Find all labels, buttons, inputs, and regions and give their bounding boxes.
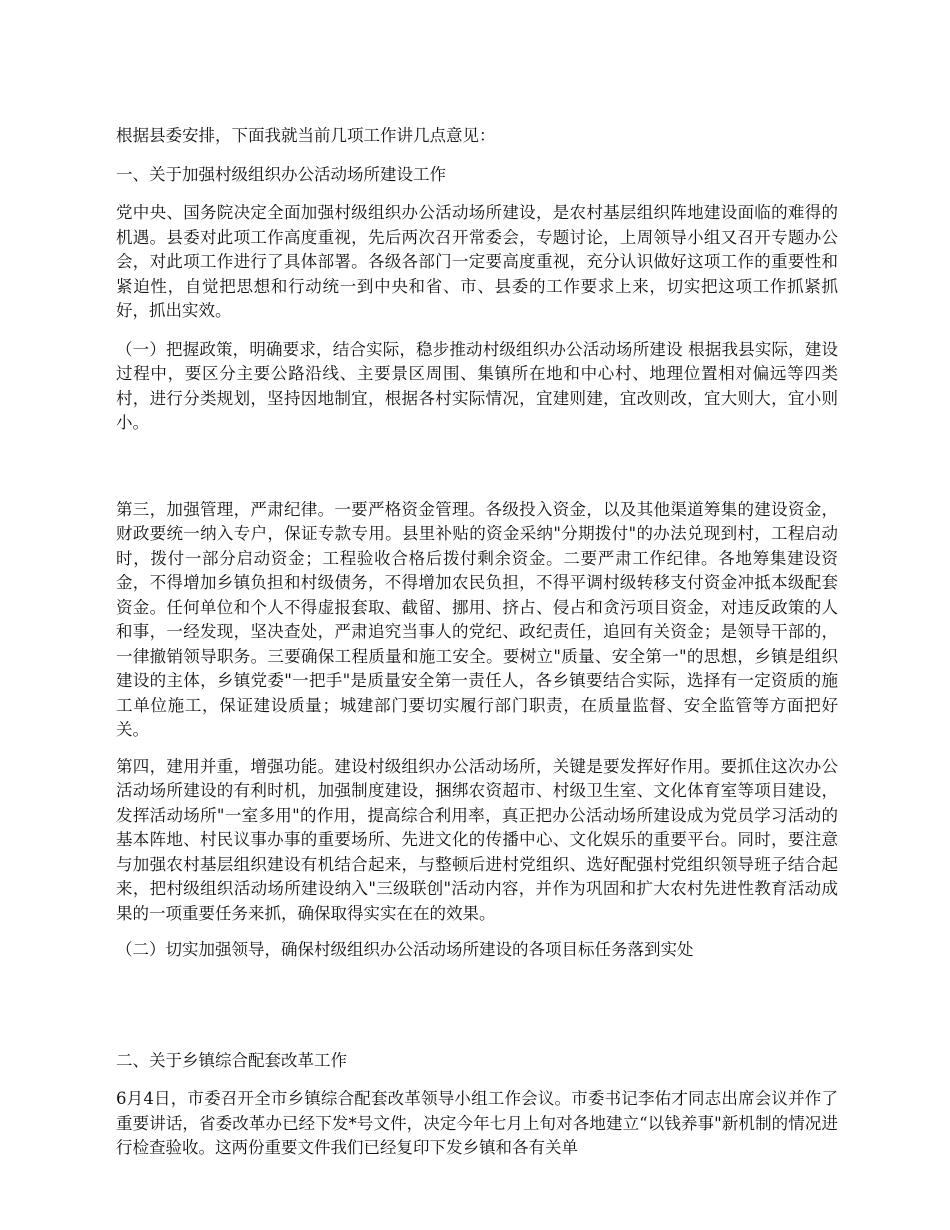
section2-heading: 二、关于乡镇综合配套改革工作 [116, 1050, 347, 1070]
fourth-point-paragraph: 第四，建用并重，增强功能。建设村级组织办公活动场所，关键是要发挥好作用。要抓住这次办公活动场所建设的有利时机，加强制度建设，捆绑农资超市、村级卫生室、文化体育室等项目建设，发挥活动场所"一室多用"的作用，提高综合利用率，真正把办公活动场所建设成为党员学习活动的基本阵地、村民议事办事的重要场所、先进文化的传播中心、文化娱乐的重要平台。同时，要注意与加强农村基层组织建设有机结合起来，与整顿后进村党组织、选好配强村党组织领导班子结合起来，把村级组织活动场所建设纳入"三级联创"活动内容，并作为巩固和扩大农村先进性教育活动成果的一项重要任务来抓，确保取得实实在在的效果。 [116, 756, 838, 923]
section1-paragraph: 党中央、国务院决定全面加强村级组织办公活动场所建设，是农村基层组织阵地建设面临的难得的机遇。县委对此项工作高度重视，先后两次召开常委会，专题讨论，上周领导小组又召开专题办公会，对此项工作进行了具体部署。各级各部门一定要高度重视，充分认识做好这项工作的重要性和紧迫性，自觉把思想和行动统一到中央和省、市、县委的工作要求上来，切实把这项工作抓紧抓好，抓出实效。 [116, 203, 838, 320]
third-point-paragraph: 第三，加强管理，严肃纪律。一要严格资金管理。各级投入资金，以及其他渠道筹集的建设资金，财政要统一纳入专户，保证专款专用。县里补贴的资金采纳"分期拨付"的办法兑现到村，工程启动时，拨付一部分启动资金；工程验收合格后拨付剩余资金。二要严肃工作纪律。各地筹集建设资金，不得增加乡镇负担和村级债务，不得增加农民负担，不得平调村级转移支付资金冲抵本级配套资金。任何单位和个人不得虚报套取、截留、挪用、挤占、侵占和贪污项目资金，对违反政策的人和事，一经发现，坚决查处，严肃追究当事人的党纪、政纪责任，追回有关资金；是领导干部的，一律撤销领导职务。三要确保工程质量和施工安全。要树立"质量、安全第一"的思想，乡镇是组织建设的主体，乡镇党委"一把手"是质量安全第一责任人，各乡镇要结合实际，选择有一定资质的施工单位施工，保证建设质量；城建部门要切实履行部门职责，在质量监督、安全监管等方面把好关。 [116, 499, 838, 739]
section2-paragraph: 6月4日，市委召开全市乡镇综合配套改革领导小组工作会议。市委书记李佑才同志出席会议并作了重要讲话，省委改革办已经下发*号文件，决定今年七月上旬对各地建立“以钱养事"新机制的情况进行检查验收。这两份重要文件我们已经复印下发乡镇和各有关单 [116, 1089, 838, 1157]
section1-heading: 一、关于加强村级组织办公活动场所建设工作 [116, 164, 446, 184]
intro-paragraph: 根据县委安排，下面我就当前几项工作讲几点意见： [116, 126, 496, 145]
subsection1-paragraph: （一）把握政策，明确要求，结合实际，稳步推动村级组织办公活动场所建设 根据我县实际，建设过程中，要区分主要公路沿线、主要景区周围、集镇所在地和中心村、地理位置相对偏远等四类村，进行分类规划，坚持因地制宜，根据各村实际情况，宜建则建，宜改则改，宜大则大，宜小则小。 [116, 339, 838, 432]
subsection2-heading: （二）切实加强领导，确保村级组织办公活动场所建设的各项目标任务落到实处 [116, 940, 694, 959]
document-page [116, 124, 838, 1161]
